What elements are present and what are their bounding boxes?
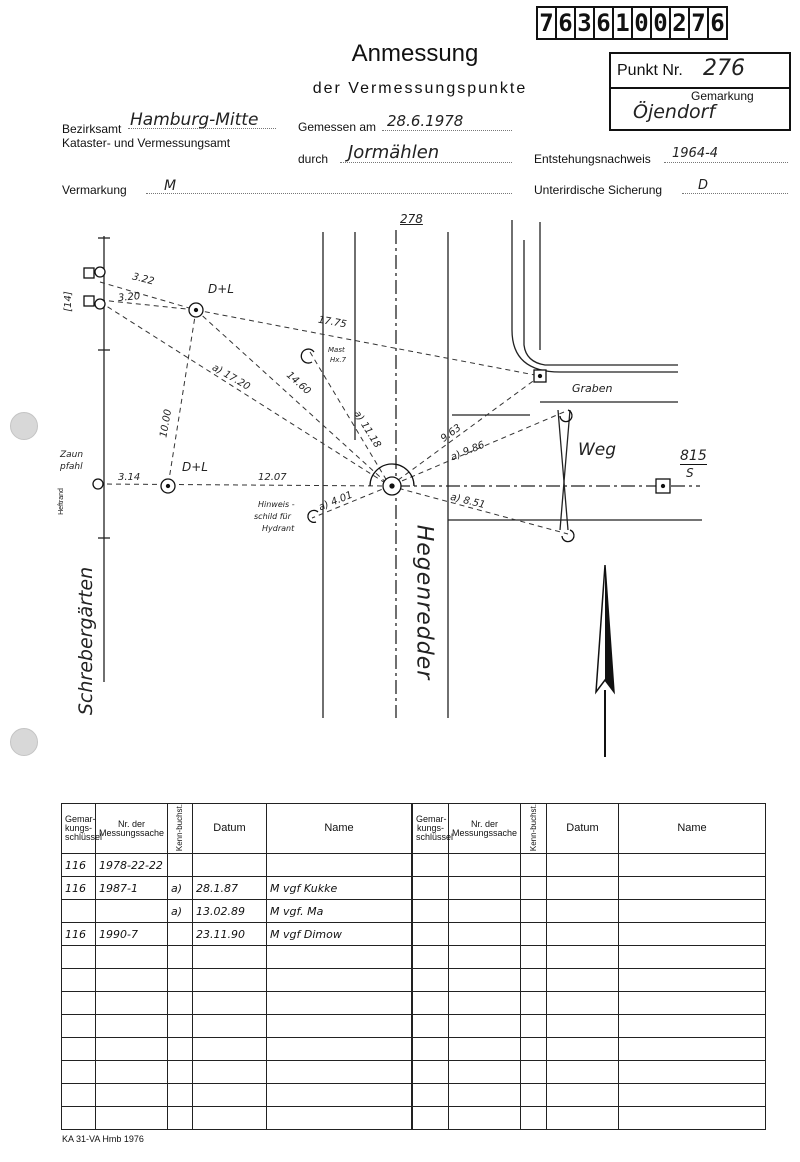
- table-cell-n: [267, 1015, 412, 1038]
- entstehung-value: 1964-4: [672, 146, 719, 161]
- label-hinweis-3: Hydrant: [262, 524, 295, 533]
- label-graben: Graben: [572, 382, 613, 395]
- measure-851: a) 8.51: [449, 491, 487, 512]
- header-kenn-right: Kenn-buchst.: [521, 804, 547, 854]
- measure-1000: 10.00: [158, 408, 175, 439]
- table-row: [62, 854, 412, 877]
- table-cell-m: [96, 900, 168, 923]
- table-cell-g: 116: [62, 877, 96, 900]
- label-hinweis-1: Hinweis -: [258, 500, 295, 509]
- table-cell-d: [193, 854, 267, 877]
- label-pfahl: pfahl: [60, 462, 83, 472]
- register-table-right: [412, 803, 766, 1130]
- table-row-empty: [413, 854, 766, 877]
- table-cell-d: [193, 1084, 267, 1107]
- table-row-empty: [413, 992, 766, 1015]
- point-278-label: 278: [400, 212, 423, 226]
- gemessen-label: Gemessen am: [298, 120, 377, 134]
- label-dl-top: D+L: [208, 282, 234, 296]
- table-cell-k: [168, 1061, 193, 1084]
- document-id: 7 6 3 6 1 0 0 2 7 6: [536, 6, 728, 40]
- punkt-number: 276: [703, 56, 745, 81]
- bracket-label: [14]: [62, 291, 74, 312]
- header-messung-right: Nr. der Messungssache: [449, 804, 521, 854]
- gemessen-value: 28.6.1978: [387, 112, 464, 130]
- table-cell-d: [193, 1038, 267, 1061]
- table-cell-m: [96, 946, 168, 969]
- measure-1118: a) 11.18: [351, 408, 383, 451]
- header-datum-right: Datum: [547, 804, 619, 854]
- table-cell-k: [168, 1107, 193, 1130]
- label-dl-mid: D+L: [182, 460, 208, 474]
- table-cell-d: 28.1.87: [193, 877, 267, 900]
- page-title: Anmessung: [351, 40, 479, 67]
- table-cell-k: [168, 992, 193, 1015]
- table-cell-d: 23.11.90: [193, 923, 267, 946]
- table-cell-n: M vgf Kukke: [267, 877, 412, 900]
- table-cell-g: 116: [62, 923, 96, 946]
- survey-sketch: [0, 200, 800, 770]
- table-cell-n: [267, 969, 412, 992]
- table-cell-m: [96, 1061, 168, 1084]
- header-datum: Datum: [193, 804, 267, 854]
- label-mast-sub: Hx.7: [330, 356, 347, 364]
- table-cell-d: [193, 946, 267, 969]
- garden-name: Schrebergärten: [75, 566, 98, 716]
- durch-label: durch: [298, 152, 329, 166]
- label-heftrand: Heftrand: [57, 488, 65, 515]
- table-cell-k: [168, 1015, 193, 1038]
- table-cell-m: [96, 1038, 168, 1061]
- vermarkung-label: Vermarkung: [62, 183, 127, 197]
- measure-322: 3.22: [131, 271, 156, 288]
- table-cell-m: [96, 992, 168, 1015]
- table-row-empty: [413, 1061, 766, 1084]
- measure-401: a) 4.01: [317, 489, 355, 514]
- table-row: [62, 992, 412, 1015]
- punkt-box: Punkt Nr. 276 Gemarkung Öjendorf: [609, 52, 791, 131]
- table-cell-n: [267, 1038, 412, 1061]
- table-cell-k: [168, 1084, 193, 1107]
- table-row: [62, 1038, 412, 1061]
- table-row-empty: [413, 1084, 766, 1107]
- measure-986: a) 9.86: [449, 439, 487, 464]
- table-cell-d: [193, 1107, 267, 1130]
- table-row: [62, 1015, 412, 1038]
- table-cell-d: [193, 1061, 267, 1084]
- table-cell-n: [267, 1061, 412, 1084]
- measure-314: 3.14: [118, 472, 141, 483]
- table-row: [62, 946, 412, 969]
- table-row-empty: [413, 877, 766, 900]
- table-cell-d: [193, 1015, 267, 1038]
- label-zaun: Zaun: [60, 450, 84, 460]
- street-name: Hegenredder: [411, 524, 437, 681]
- table-cell-g: [62, 1107, 96, 1130]
- bezirksamt-value: Hamburg-Mitte: [130, 110, 259, 130]
- table-row: [62, 923, 412, 946]
- table-cell-k: [168, 969, 193, 992]
- table-cell-k: a): [168, 900, 193, 923]
- table-row-empty: [413, 1107, 766, 1130]
- label-weg: Weg: [578, 440, 617, 460]
- page-subtitle: der Vermessungspunkte: [312, 80, 528, 97]
- table-cell-g: [62, 1015, 96, 1038]
- register-table-left: [61, 803, 412, 1130]
- table-cell-n: [267, 992, 412, 1015]
- form-footer: KA 31-VA Hmb 1976: [62, 1134, 144, 1144]
- label-hinweis-2: schild für: [254, 512, 291, 521]
- table-cell-n: M vgf Dimow: [267, 923, 412, 946]
- table-cell-m: 1987-1: [96, 877, 168, 900]
- table-cell-d: [193, 969, 267, 992]
- header-gemarkung: Gemar- kungs- schlüssel: [62, 804, 96, 854]
- table-cell-d: 13.02.89: [193, 900, 267, 923]
- table-cell-k: [168, 854, 193, 877]
- table-cell-m: [96, 1015, 168, 1038]
- table-row-empty: [413, 969, 766, 992]
- table-row-empty: [413, 946, 766, 969]
- point-815-sub: S: [686, 466, 694, 480]
- table-cell-n: [267, 1084, 412, 1107]
- table-cell-m: [96, 1084, 168, 1107]
- table-cell-m: 1990-7: [96, 923, 168, 946]
- point-815-number: 815: [680, 448, 707, 464]
- table-cell-g: [62, 1084, 96, 1107]
- header-name-right: Name: [619, 804, 766, 854]
- table-row-empty: [413, 1015, 766, 1038]
- table-cell-n: [267, 1107, 412, 1130]
- table-row-empty: [413, 923, 766, 946]
- table-cell-m: 1978-22-22: [96, 854, 168, 877]
- bezirksamt-label: Bezirksamt: [62, 122, 122, 136]
- table-cell-g: [62, 900, 96, 923]
- table-cell-g: [62, 946, 96, 969]
- sicherung-value: D: [698, 178, 709, 193]
- table-cell-g: 116: [62, 854, 96, 877]
- table-row: [62, 900, 412, 923]
- table-cell-n: M vgf. Ma: [267, 900, 412, 923]
- table-cell-n: [267, 854, 412, 877]
- table-row-empty: [413, 1038, 766, 1061]
- table-row-empty: [413, 900, 766, 923]
- table-cell-m: [96, 1107, 168, 1130]
- label-mast: Mast: [328, 346, 345, 354]
- table-cell-g: [62, 992, 96, 1015]
- header-messung: Nr. der Messungssache: [96, 804, 168, 854]
- vermarkung-value: M: [164, 178, 177, 194]
- header-kenn: Kenn-buchst.: [168, 804, 193, 854]
- measure-963: 9.63: [438, 422, 464, 445]
- header-gemarkung-right: Gemar- kungs- schlüssel: [413, 804, 449, 854]
- table-cell-k: a): [168, 877, 193, 900]
- header-name: Name: [267, 804, 412, 854]
- table-row: [62, 877, 412, 900]
- table-cell-k: [168, 923, 193, 946]
- kataster-label: Kataster- und Vermessungsamt: [62, 136, 231, 150]
- gemarkung-value: Öjendorf: [633, 101, 716, 123]
- table-cell-k: [168, 946, 193, 969]
- table-cell-d: [193, 992, 267, 1015]
- table-cell-g: [62, 1061, 96, 1084]
- table-row: [62, 969, 412, 992]
- measure-1207: 12.07: [258, 472, 287, 483]
- table-cell-g: [62, 969, 96, 992]
- measure-1720: a) 17.20: [210, 362, 252, 393]
- entstehung-label: Entstehungsnachweis: [534, 152, 651, 166]
- measure-1460: 14.60: [283, 369, 313, 398]
- measure-1775: 17.75: [317, 314, 348, 331]
- sicherung-label: Unterirdische Sicherung: [534, 183, 663, 197]
- table-row: [62, 1084, 412, 1107]
- table-row: [62, 1107, 412, 1130]
- table-row: [62, 1061, 412, 1084]
- durch-value: Jormählen: [348, 142, 440, 163]
- table-cell-m: [96, 969, 168, 992]
- table-cell-g: [62, 1038, 96, 1061]
- table-cell-n: [267, 946, 412, 969]
- measure-320: 3.20: [117, 291, 141, 304]
- table-cell-k: [168, 1038, 193, 1061]
